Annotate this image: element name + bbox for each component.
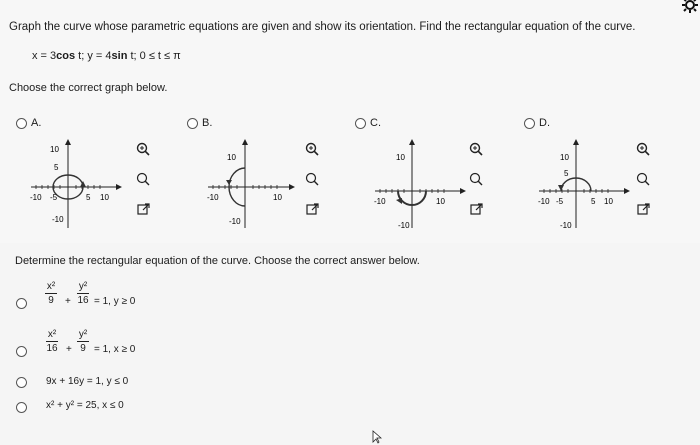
graph-b (205, 138, 297, 230)
graph-a-xneg5: -5 (50, 193, 58, 202)
graph-a-xneg: -10 (30, 193, 42, 202)
option-d-label: D. (539, 117, 550, 129)
graph-d-ymid: 5 (564, 169, 569, 178)
zoom-out-icon[interactable] (469, 172, 483, 186)
zoom-in-icon[interactable] (305, 142, 319, 156)
answer-3-text: 9x + 16y = 1, y ≤ 0 (46, 376, 129, 387)
answer-1-frac-x: x² 9 (46, 281, 56, 306)
graph-a-xpos: 10 (100, 193, 109, 202)
graph-c (372, 138, 467, 230)
answer-4-radio[interactable] (16, 402, 27, 413)
graph-c-xneg: -10 (374, 197, 386, 206)
graph-c-ytop: 10 (396, 153, 405, 162)
option-c-label: C. (370, 117, 381, 129)
expand-icon[interactable] (137, 202, 151, 216)
graph-a (28, 138, 123, 230)
zoom-in-icon[interactable] (469, 142, 483, 156)
option-c-radio[interactable] (355, 118, 366, 129)
graph-b-xneg: -10 (207, 193, 219, 202)
answer-3-radio[interactable] (16, 377, 27, 388)
graph-d-ybot: -10 (560, 221, 572, 230)
option-b-label: B. (202, 117, 213, 129)
graph-a-ytop: 10 (50, 145, 59, 154)
zoom-in-icon[interactable] (636, 142, 650, 156)
expand-icon[interactable] (637, 202, 651, 216)
answer-1-frac-y: y² 16 (77, 281, 89, 306)
choose-graph-prompt: Choose the correct graph below. (9, 82, 168, 94)
answer-2-frac-x: x² 16 (46, 329, 58, 354)
graph-d (536, 138, 631, 230)
zoom-in-icon[interactable] (136, 142, 150, 156)
graph-a-ybot: -10 (52, 215, 64, 224)
graph-d-xneg: -10 (538, 197, 550, 206)
answer-1-radio[interactable] (16, 298, 27, 309)
graph-d-xneg5: -5 (556, 197, 564, 206)
zoom-out-icon[interactable] (136, 172, 150, 186)
zoom-out-icon[interactable] (636, 172, 650, 186)
graph-c-ybot: -10 (398, 221, 410, 230)
option-d-radio[interactable] (524, 118, 535, 129)
problem-statement: Graph the curve whose parametric equations are given and show its orientation. Find the rectangular equation of the curve. (9, 21, 636, 33)
graph-d-xpos5: 5 (591, 197, 596, 206)
graph-a-ymid: 5 (54, 163, 59, 172)
graph-a-xpos5: 5 (86, 193, 91, 202)
option-a-radio[interactable] (16, 118, 27, 129)
mouse-cursor-icon (372, 430, 382, 444)
rectangular-question: Determine the rectangular equation of the curve. Choose the correct answer below. (15, 255, 420, 267)
option-b-radio[interactable] (187, 118, 198, 129)
answer-4-text: x² + y² = 25, x ≤ 0 (46, 400, 124, 411)
parametric-equations: x = 3cos t; y = 4sin t; 0 ≤ t ≤ π (32, 50, 181, 62)
answer-2-radio[interactable] (16, 346, 27, 357)
zoom-out-icon[interactable] (305, 172, 319, 186)
graph-b-xpos: 10 (273, 193, 282, 202)
answer-2-frac-y: y² 9 (78, 329, 88, 354)
answer-2-rest: = 1, x ≥ 0 (94, 344, 136, 355)
gear-icon[interactable] (682, 0, 698, 13)
option-a-label: A. (31, 117, 42, 129)
graph-d-xpos: 10 (604, 197, 613, 206)
answer-2-plus: + (66, 344, 72, 355)
graph-d-ytop: 10 (560, 153, 569, 162)
answer-panel (0, 243, 700, 445)
graph-b-ybot: -10 (229, 217, 241, 226)
graph-c-xpos: 10 (436, 197, 445, 206)
expand-icon[interactable] (306, 202, 320, 216)
graph-b-ytop: 10 (227, 153, 236, 162)
expand-icon[interactable] (470, 202, 484, 216)
answer-1-plus: + (65, 296, 71, 307)
answer-1-rest: = 1, y ≥ 0 (94, 296, 136, 307)
